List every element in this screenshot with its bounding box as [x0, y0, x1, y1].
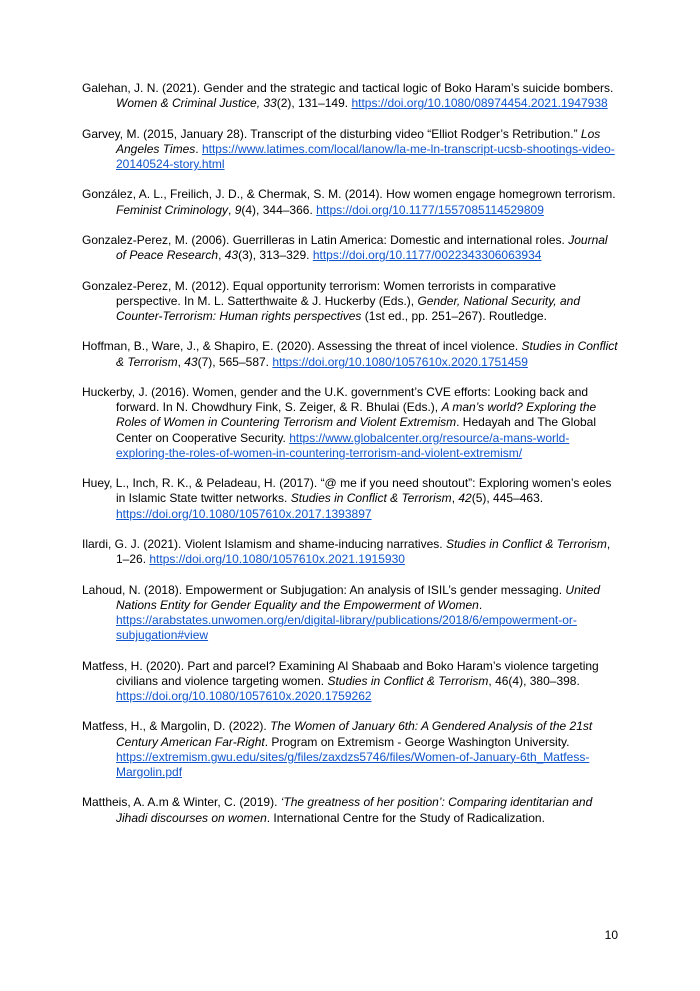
reference-italic-text: ‘The greatness of her position’: Comparing identitarian and Jihadi discourses on women	[116, 795, 593, 825]
reference-text: Matfess, H., & Margolin, D. (2022).	[82, 719, 271, 734]
reference-italic-text: Studies in Conflict & Terrorism	[290, 491, 452, 506]
reference-text: Garvey, M. (2015, January 28). Transcript of the disturbing video “Elliot Rodger’s Retribution.”	[82, 126, 581, 141]
reference-text: Galehan, J. N. (2021). Gender and the strategic and tactical logic of Boko Haram’s suicide bombers.	[82, 81, 614, 95]
reference-italic-text: Studies in Conflict & Terrorism	[327, 673, 489, 688]
reference-link[interactable]: https://doi.org/10.1080/1057610x.2020.1759262	[116, 688, 372, 703]
reference-text: Lahoud, N. (2018). Empowerment or Subjugation: An analysis of ISIL’s gender messaging.	[82, 582, 566, 597]
reference-text: (7), 565–587.	[197, 354, 273, 369]
reference-text: Matfess, H. (2020). Part and parcel? Examining Al Shabaab and Boko Haram’s violence targeting civilians and violence targeting women.	[82, 658, 599, 688]
reference-link[interactable]: https://www.latimes.com/local/lanow/la-me-ln-transcript-ucsb-shootings-video-20140524-story.html	[116, 141, 615, 171]
reference-link[interactable]: https://doi.org/10.1080/1057610x.2021.1915930	[149, 552, 405, 567]
reference-text: Ilardi, G. J. (2021). Violent Islamism and shame-inducing narratives.	[82, 536, 446, 551]
reference-entry	[82, 537, 619, 567]
reference-italic-text: 43	[224, 248, 239, 263]
reference-text: González, A. L., Freilich, J. D., & Chermak, S. M. (2014). How women engage homegrown terrorism.	[82, 187, 616, 202]
reference-text: Mattheis, A. A.m & Winter, C. (2019).	[82, 795, 281, 810]
reference-text: (1st ed., pp. 251–267). Routledge.	[361, 308, 547, 323]
reference-text: (2), 131–149.	[276, 96, 352, 111]
reference-italic-text: 42	[458, 491, 472, 506]
reference-italic-text: Gender, National Security, and Counter-Terrorism: Human rights perspectives	[116, 293, 580, 323]
reference-text: Huckerby, J. (2016). Women, gender and the U.K. government’s CVE efforts: Looking back and forward. In N. Chowdhury Fink, S. Zeiger, & R. Bhulai (Eds.),	[82, 384, 589, 415]
reference-entry	[82, 659, 619, 705]
reference-text: Hoffman, B., Ware, J., & Shapiro, E. (2020). Assessing the threat of incel violence.	[82, 339, 522, 354]
reference-text: .	[478, 597, 483, 612]
reference-italic-text: United Nations Entity for Gender Equality and the Empowerment of Women	[116, 582, 601, 612]
reference-text: . Program on Extremism - George Washington University.	[264, 734, 570, 749]
reference-link[interactable]: https://doi.org/10.1177/0022343306063934	[312, 248, 542, 263]
reference-text: (4), 344–366.	[241, 202, 317, 217]
reference-entry	[82, 385, 619, 461]
reference-entry	[82, 233, 619, 263]
reference-link[interactable]: https://www.globalcenter.org/resource/a-mans-world-exploring-the-roles-of-women-in-countering-terrorism-and-violent-extremism/	[116, 430, 570, 460]
reference-text: Gonzalez-Perez, M. (2012). Equal opportunity terrorism: Women terrorists in comparative perspective. In M. L. Satterthwaite & J. Huckerby (Eds.),	[82, 278, 556, 308]
reference-text: Gonzalez-Perez, M. (2006). Guerrilleras in Latin America: Domestic and international roles.	[82, 232, 569, 247]
reference-link[interactable]: https://extremism.gwu.edu/sites/g/files/zaxdzs5746/files/Women-of-January-6th_Matfess-Margolin.pdf	[116, 749, 590, 779]
reference-link[interactable]: https://arabstates.unwomen.org/en/digital-library/publications/2018/6/empowerment-or-subjugation#view	[116, 612, 577, 643]
reference-italic-text: A man’s world? Exploring the Roles of Women in Countering Terrorism and Violent Extremism	[116, 400, 597, 430]
page-number: 10	[604, 928, 618, 942]
reference-entry	[82, 583, 619, 644]
reference-entry	[82, 279, 619, 325]
reference-italic-text: The Women of January 6th: A Gendered Analysis of the 21st Century American Far-Right	[116, 719, 593, 749]
reference-italic-text: 9	[234, 202, 242, 217]
reference-text: ,	[218, 248, 225, 263]
reference-text: ,	[451, 491, 459, 506]
reference-link[interactable]: https://doi.org/10.1080/1057610x.2020.1751459	[272, 354, 528, 369]
reference-text: (3), 313–329.	[238, 248, 313, 263]
reference-entry	[82, 127, 619, 173]
reference-text: (5), 445–463.	[471, 491, 544, 506]
reference-entry	[82, 81, 619, 111]
reference-entry	[82, 339, 619, 369]
reference-italic-text: 43	[184, 354, 198, 369]
reference-link[interactable]: https://doi.org/10.1080/08974454.2021.1947938	[351, 96, 608, 111]
reference-text: ,	[228, 202, 235, 217]
reference-text: . Hedayah and The Global Center on Cooperative Security.	[116, 415, 597, 445]
reference-italic-text: Feminist Criminology	[116, 202, 229, 217]
reference-italic-text: Studies in Conflict & Terrorism	[116, 339, 618, 369]
reference-text: Huey, L., Inch, R. K., & Peladeau, H. (2017). “@ me if you need shoutout”: Exploring women’s eoles in Islamic State twitter networks.	[82, 476, 612, 506]
reference-entry	[82, 476, 619, 522]
reference-link[interactable]: https://doi.org/10.1177/1557085114529809	[316, 202, 544, 217]
reference-text: , 1–26.	[116, 536, 611, 567]
reference-text: , 46(4), 380–398.	[488, 673, 580, 688]
reference-italic-text: Women & Criminal Justice, 33	[116, 96, 277, 111]
reference-italic-text: Journal of Peace Research	[116, 232, 608, 263]
reference-italic-text: Los Angeles Times	[116, 126, 601, 156]
reference-text: ,	[177, 354, 185, 369]
reference-entry	[82, 719, 619, 780]
reference-text: . International Centre for the Study of Radicalization.	[266, 810, 545, 825]
references-list	[82, 81, 619, 841]
reference-entry	[82, 795, 619, 825]
reference-entry	[82, 187, 619, 217]
reference-italic-text: Studies in Conflict & Terrorism	[445, 536, 607, 551]
reference-text: .	[195, 141, 202, 156]
reference-link[interactable]: https://doi.org/10.1080/1057610x.2017.1393897	[116, 506, 372, 521]
